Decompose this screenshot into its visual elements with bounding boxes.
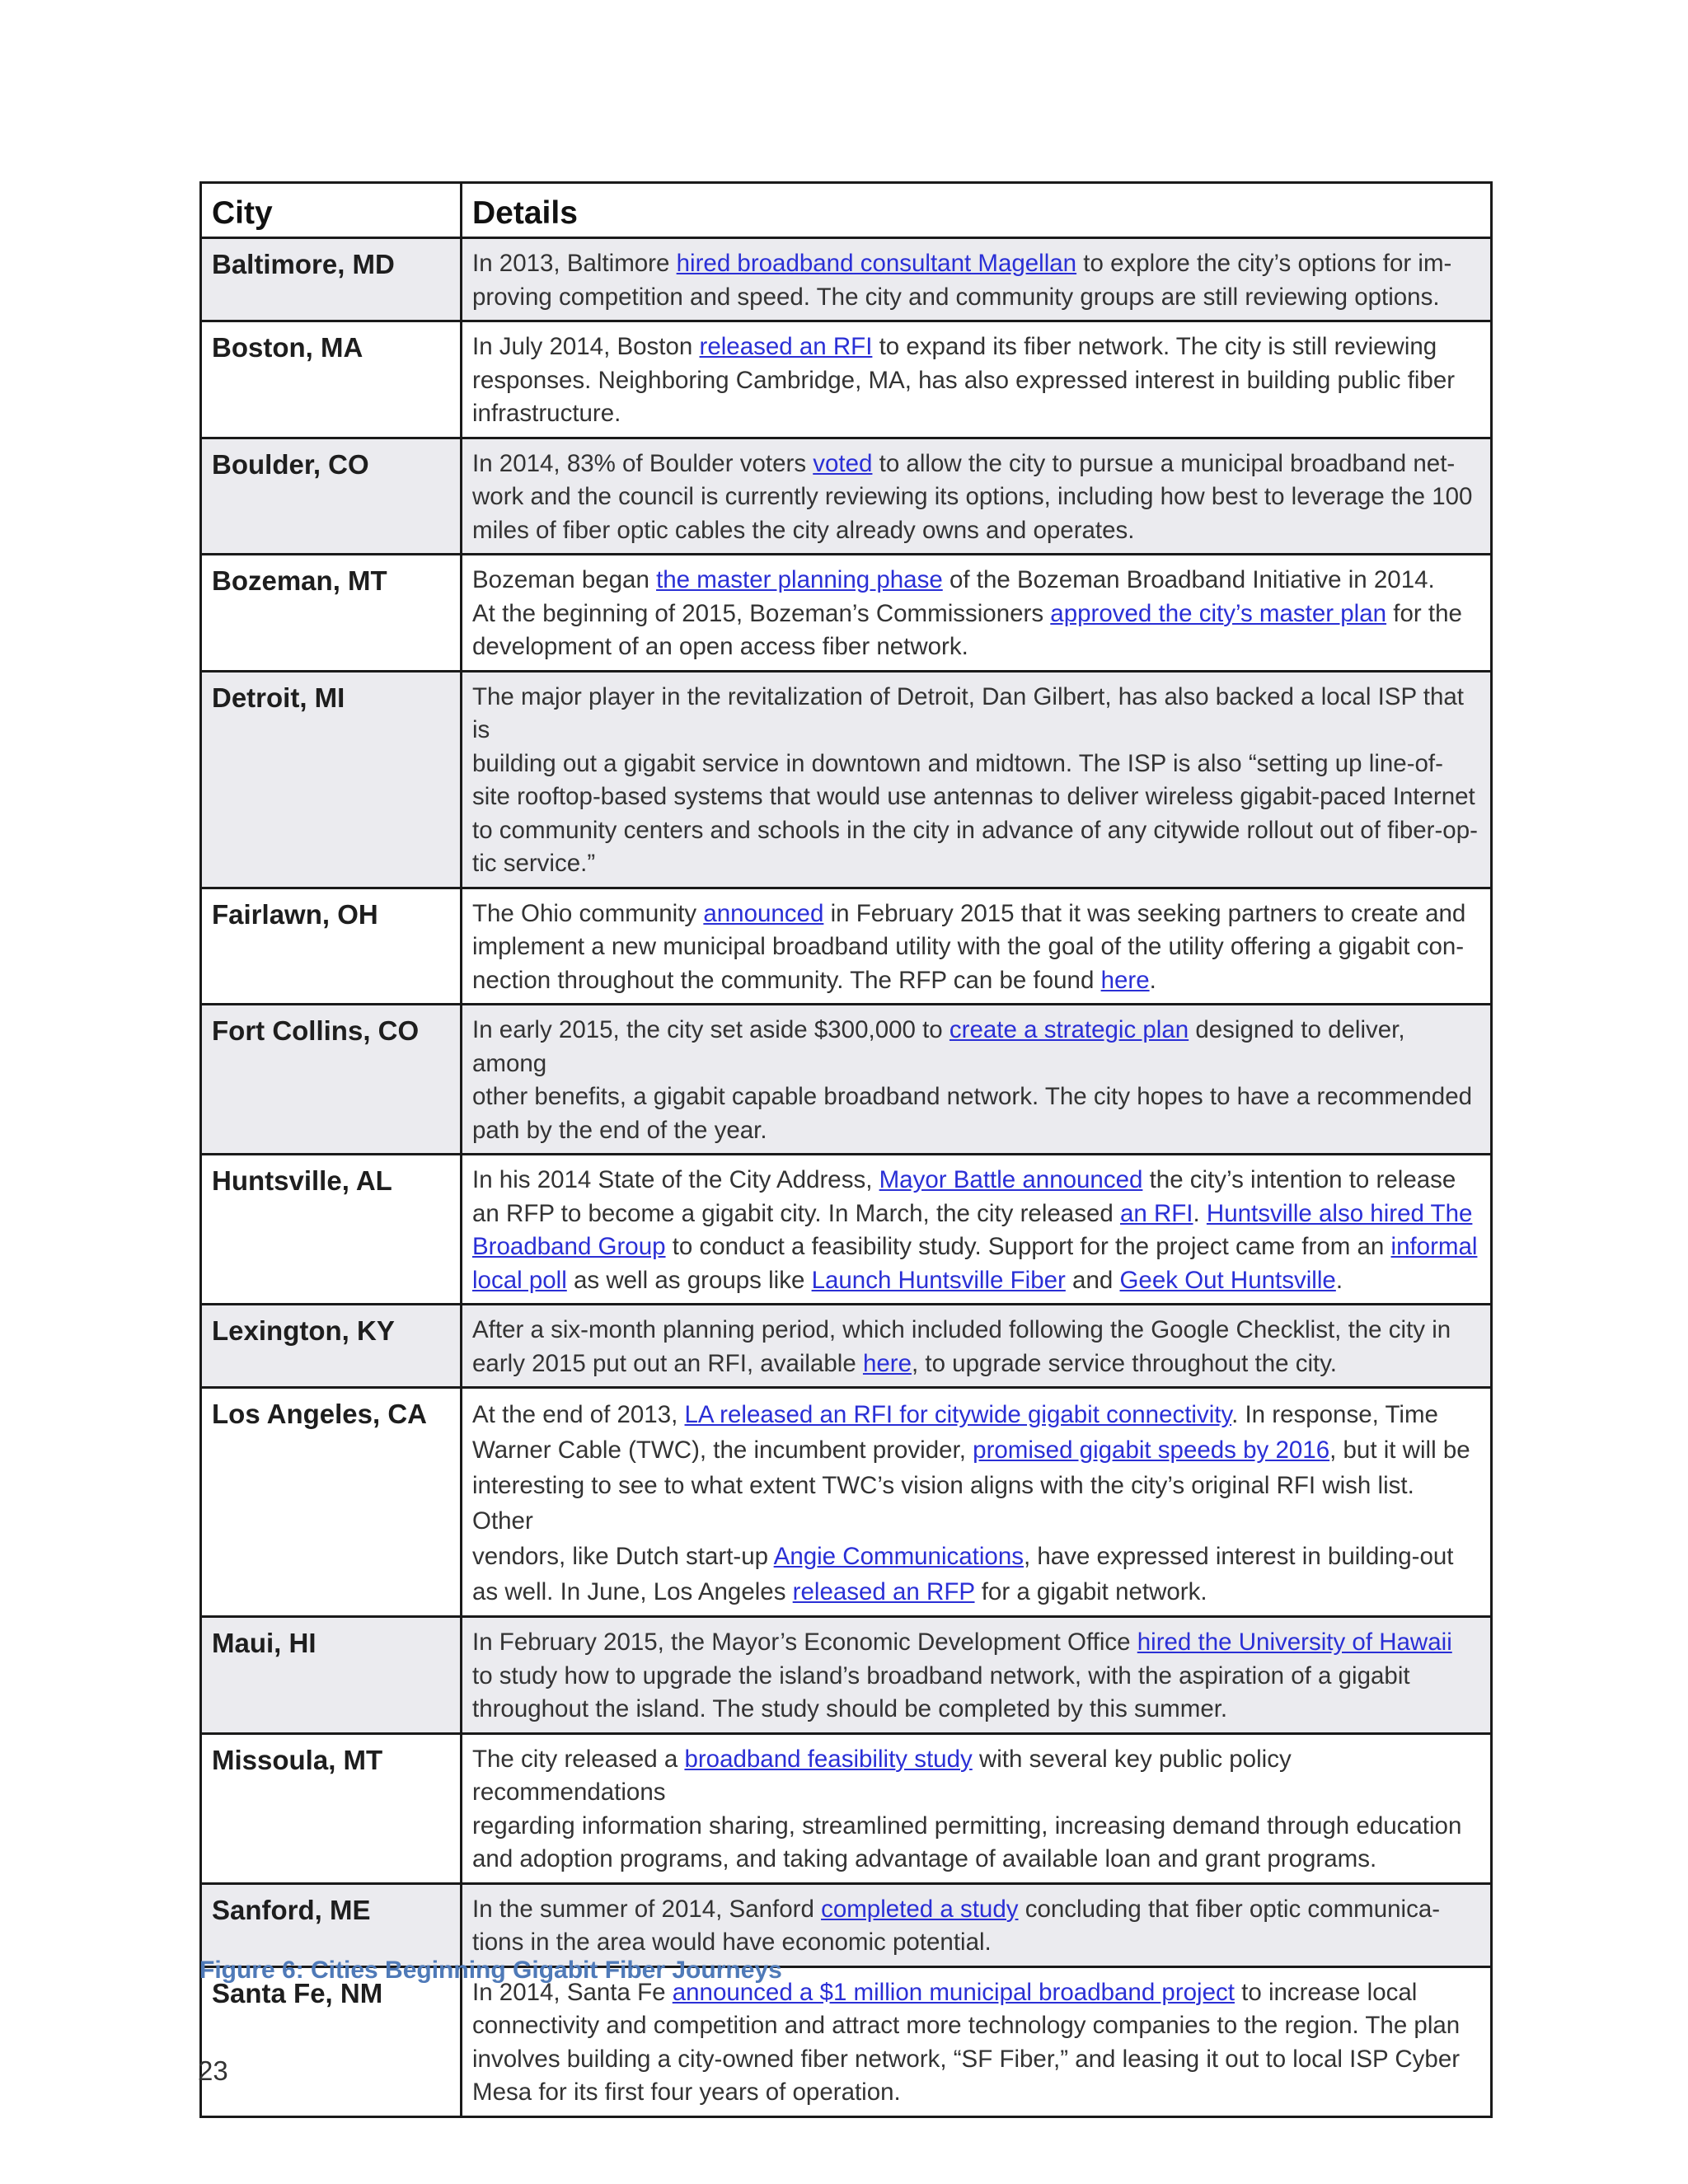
details-text: connectivity and competition and attract more technology companies to the region. The plan	[472, 2012, 1461, 2039]
details-text: In February 2015, the Mayor’s Economic Development Office	[472, 1629, 1137, 1656]
details-link[interactable]: announced	[703, 899, 824, 927]
details-link[interactable]: approved the city’s master plan	[1050, 599, 1387, 627]
details-link[interactable]: Mayor Battle announced	[879, 1166, 1143, 1193]
details-text: In July 2014, Boston	[472, 333, 700, 360]
details-cell	[462, 1005, 1492, 1155]
details-text: site rooftop-based systems that would use antennas to deliver wireless gigabit-paced Internet	[472, 783, 1475, 810]
table-row	[201, 438, 1492, 555]
details-text: for the	[1386, 599, 1462, 627]
details-link[interactable]: released an RFI	[699, 333, 873, 360]
table-row	[201, 1005, 1492, 1155]
details-cell	[462, 438, 1492, 555]
details-text: In his 2014 State of the City Address,	[472, 1166, 879, 1193]
details-link[interactable]: Broadband Group	[472, 1233, 666, 1260]
details-text: work and the council is currently reviewing its options, including how best to leverage the 100	[472, 483, 1473, 510]
details-link[interactable]: Launch Huntsville Fiber	[811, 1266, 1066, 1294]
details-link[interactable]: announced a $1 million municipal broadband project	[672, 1978, 1235, 2006]
details-text: In 2013, Baltimore	[472, 250, 677, 277]
details-link[interactable]: broadband feasibility study	[684, 1745, 973, 1773]
table-row	[201, 238, 1492, 321]
details-text: development of an open access fiber network.	[472, 633, 968, 660]
details-text: interesting to see to what extent TWC’s vision aligns with the city’s original RFI wish list. Other	[472, 1472, 1414, 1535]
city-cell: Maui, HI	[201, 1617, 462, 1734]
table-row	[201, 321, 1492, 438]
figure-caption: Figure 6: Cities Beginning Gigabit Fiber Journeys	[199, 1957, 782, 1984]
details-text: The Ohio community	[472, 899, 704, 927]
details-text: The city released a	[472, 1745, 685, 1773]
details-text: In early 2015, the city set aside $300,000 to	[472, 1016, 950, 1043]
details-cell	[462, 1155, 1492, 1305]
details-text: to allow the city to pursue a municipal broadband net-	[872, 449, 1456, 477]
details-text: miles of fiber optic cables the city already owns and operates.	[472, 516, 1135, 544]
details-link[interactable]: Geek Out Huntsville	[1119, 1266, 1336, 1294]
details-text: . In response, Time	[1231, 1401, 1438, 1428]
details-link[interactable]: local poll	[472, 1266, 567, 1294]
details-text: nection throughout the community. The RFP can be found	[472, 966, 1101, 994]
details-cell	[462, 1305, 1492, 1388]
details-cell	[462, 1617, 1492, 1734]
city-cell: Fort Collins, CO	[201, 1005, 462, 1155]
details-link[interactable]: LA released an RFI for citywide gigabit connectivity	[684, 1401, 1232, 1428]
details-text: vendors, like Dutch start-up	[472, 1543, 774, 1570]
city-cell: Santa Fe, NM	[201, 1966, 462, 2116]
details-text: The major player in the revitalization of Detroit, Dan Gilbert, has also backed a local ISP that is	[472, 682, 1465, 743]
table-row	[201, 1388, 1492, 1617]
cities-table	[199, 181, 1493, 2118]
details-link[interactable]: promised gigabit speeds by 2016	[973, 1436, 1330, 1464]
details-text: At the beginning of 2015, Bozeman’s Commissioners	[472, 599, 1051, 627]
details-text: to conduct a feasibility study. Support for the project came from an	[665, 1233, 1391, 1260]
details-text: path by the end of the year.	[472, 1116, 767, 1144]
details-text: .	[1149, 966, 1156, 994]
details-text: tic service.”	[472, 850, 596, 877]
city-cell: Fairlawn, OH	[201, 888, 462, 1005]
table-row	[201, 1617, 1492, 1734]
details-text: for a gigabit network.	[974, 1578, 1207, 1605]
details-text: building out a gigabit service in downtown and midtown. The ISP is also “setting up line-of-	[472, 749, 1443, 777]
city-cell: Lexington, KY	[201, 1305, 462, 1388]
details-link[interactable]: Huntsville also hired The	[1206, 1199, 1473, 1227]
details-text: , to upgrade service throughout the city.	[911, 1349, 1337, 1377]
details-cell	[462, 1883, 1492, 1966]
column-header-details: Details	[462, 183, 1492, 238]
details-text: designed to deliver, among	[472, 1016, 1405, 1077]
details-text: In 2014, Santa Fe	[472, 1978, 673, 2006]
details-link[interactable]: hired broadband consultant Magellan	[676, 250, 1077, 277]
details-text: concluding that fiber optic communica-	[1018, 1895, 1441, 1923]
details-cell	[462, 671, 1492, 888]
details-text: as well as groups like	[566, 1266, 812, 1294]
details-link[interactable]: released an RFP	[792, 1578, 975, 1605]
details-link[interactable]: here	[1100, 966, 1150, 994]
table-row	[201, 1305, 1492, 1388]
city-cell: Los Angeles, CA	[201, 1388, 462, 1617]
details-text: to expand its fiber network. The city is still reviewing	[872, 333, 1437, 360]
details-link[interactable]: create a strategic plan	[949, 1016, 1189, 1043]
city-cell: Bozeman, MT	[201, 555, 462, 672]
details-text: throughout the island. The study should be completed by this summer.	[472, 1695, 1228, 1722]
city-cell: Boston, MA	[201, 321, 462, 438]
table-row	[201, 1966, 1492, 2116]
details-text: other benefits, a gigabit capable broadband network. The city hopes to have a recommended	[472, 1083, 1473, 1110]
details-text: At the end of 2013,	[472, 1401, 685, 1428]
city-cell: Boulder, CO	[201, 438, 462, 555]
details-link[interactable]: voted	[813, 449, 873, 477]
city-cell: Missoula, MT	[201, 1733, 462, 1883]
details-text: implement a new municipal broadband utility with the goal of the utility offering a gigabit con-	[472, 933, 1465, 960]
details-text: , but it will be	[1329, 1436, 1470, 1464]
table-row	[201, 1733, 1492, 1883]
table-row	[201, 555, 1492, 672]
details-link[interactable]: hired the University of Hawaii	[1137, 1629, 1452, 1656]
details-text: , have expressed interest in building-out	[1023, 1543, 1454, 1570]
details-text: In the summer of 2014, Sanford	[472, 1895, 822, 1923]
details-link[interactable]: informal	[1390, 1233, 1478, 1260]
details-text: to community centers and schools in the city in advance of any citywide rollout out of fiber-op-	[472, 816, 1478, 844]
table-header-row	[201, 183, 1492, 238]
details-text: involves building a city-owned fiber network, “SF Fiber,” and leasing it out to local ISP Cyber	[472, 2045, 1461, 2073]
details-cell	[462, 1966, 1492, 2116]
details-text: as well. In June, Los Angeles	[472, 1578, 793, 1605]
table-body	[201, 238, 1492, 2117]
details-text: in February 2015 that it was seeking partners to create and	[823, 899, 1466, 927]
details-text: to explore the city’s options for im-	[1076, 250, 1452, 277]
details-text: an RFP to become a gigabit city. In March, the city released	[472, 1199, 1120, 1227]
details-cell	[462, 238, 1492, 321]
city-cell: Huntsville, AL	[201, 1155, 462, 1305]
details-text: responses. Neighboring Cambridge, MA, has also expressed interest in building public fiber	[472, 366, 1456, 394]
page-number: 23	[198, 2055, 228, 2086]
details-link[interactable]: the master planning phase	[656, 566, 943, 593]
details-text: and	[1065, 1266, 1120, 1294]
table-row	[201, 1155, 1492, 1305]
details-text: to increase local	[1234, 1978, 1418, 2006]
details-text: proving competition and speed. The city and community groups are still reviewing options.	[472, 283, 1440, 311]
city-cell: Detroit, MI	[201, 671, 462, 888]
details-text: .	[1335, 1266, 1343, 1294]
details-text: Mesa for its first four years of operation.	[472, 2079, 901, 2106]
details-cell	[462, 555, 1492, 672]
details-text: .	[1193, 1199, 1207, 1227]
details-cell	[462, 321, 1492, 438]
details-text: early 2015 put out an RFI, available	[472, 1349, 863, 1377]
details-link[interactable]: Angie Communications	[773, 1543, 1024, 1570]
details-link[interactable]: an RFI	[1119, 1199, 1193, 1227]
details-text: of the Bozeman Broadband Initiative in 2014.	[942, 566, 1435, 593]
details-link[interactable]: completed a study	[821, 1895, 1019, 1923]
city-cell: Sanford, ME	[201, 1883, 462, 1966]
details-cell	[462, 1733, 1492, 1883]
details-cell	[462, 1388, 1492, 1617]
details-text: Warner Cable (TWC), the incumbent provider,	[472, 1436, 973, 1464]
details-text: and adoption programs, and taking advantage of available loan and grant programs.	[472, 1845, 1377, 1872]
details-text: In 2014, 83% of Boulder voters	[472, 449, 814, 477]
details-text: the city’s intention to release	[1142, 1166, 1456, 1193]
city-cell: Baltimore, MD	[201, 238, 462, 321]
details-text: regarding information sharing, streamlined permitting, increasing demand through education	[472, 1811, 1462, 1840]
details-text: with several key public policy recommendations	[472, 1745, 1292, 1806]
details-text: to study how to upgrade the island’s broadband network, with the aspiration of a gigabit	[472, 1661, 1410, 1690]
details-text: Bozeman began	[472, 566, 657, 593]
details-text: tions in the area would have economic potential.	[472, 1929, 992, 1956]
table-row	[201, 671, 1492, 888]
details-text: After a six-month planning period, which included following the Google Checklist, the city in	[472, 1316, 1451, 1343]
table-row	[201, 888, 1492, 1005]
column-header-city: City	[201, 183, 462, 238]
details-cell	[462, 888, 1492, 1005]
details-text: infrastructure.	[472, 400, 621, 427]
table-row	[201, 1883, 1492, 1966]
details-link[interactable]: here	[862, 1349, 912, 1377]
